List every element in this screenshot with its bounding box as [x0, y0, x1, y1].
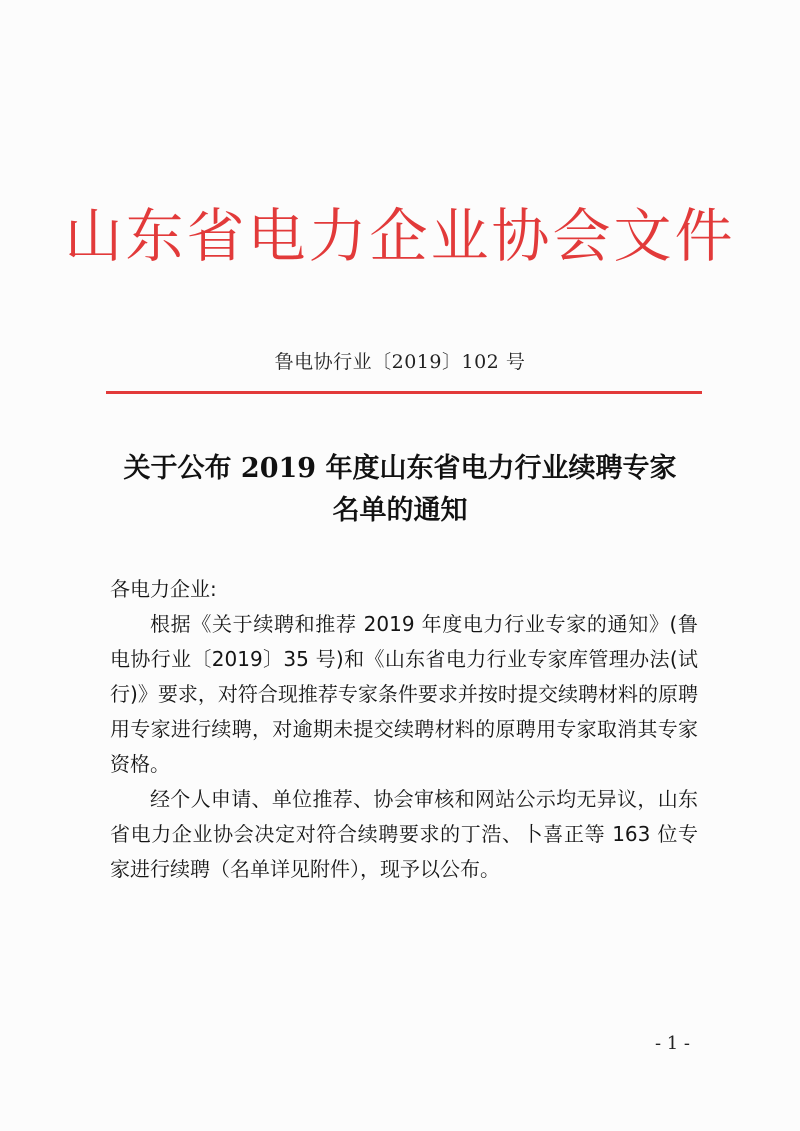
- notice-title-line-2: 名单的通知: [332, 495, 468, 526]
- body-paragraph-2: 经个人申请、单位推荐、协会审核和网站公示均无异议，山东省电力企业协会决定对符合续聘要求的丁浩、卜喜正等 163 位专家进行续聘（名单详见附件），现予以公布。: [110, 787, 698, 881]
- notice-title: [100, 448, 700, 532]
- page-number: - 1 -: [654, 1033, 690, 1054]
- notice-body: [110, 572, 698, 887]
- document-number: 鲁电协行业〔2019〕102 号: [274, 351, 526, 373]
- salutation: 各电力企业:: [110, 577, 217, 601]
- document-header-title: 山东省电力企业协会文件: [64, 202, 736, 270]
- body-paragraph-1: 根据《关于续聘和推荐 2019 年度电力行业专家的通知》(鲁电协行业〔2019〕35 号)和《山东省电力行业专家库管理办法(试行)》要求，对符合现推荐专家条件要求并按时提交续聘材料的原聘用专家进行续聘，对逾期未提交续聘材料的原聘用专家取消其专家资格。: [110, 612, 698, 776]
- notice-title-line-1: 关于公布 2019 年度山东省电力行业续聘专家: [123, 453, 677, 484]
- header-red-rule: [106, 391, 702, 394]
